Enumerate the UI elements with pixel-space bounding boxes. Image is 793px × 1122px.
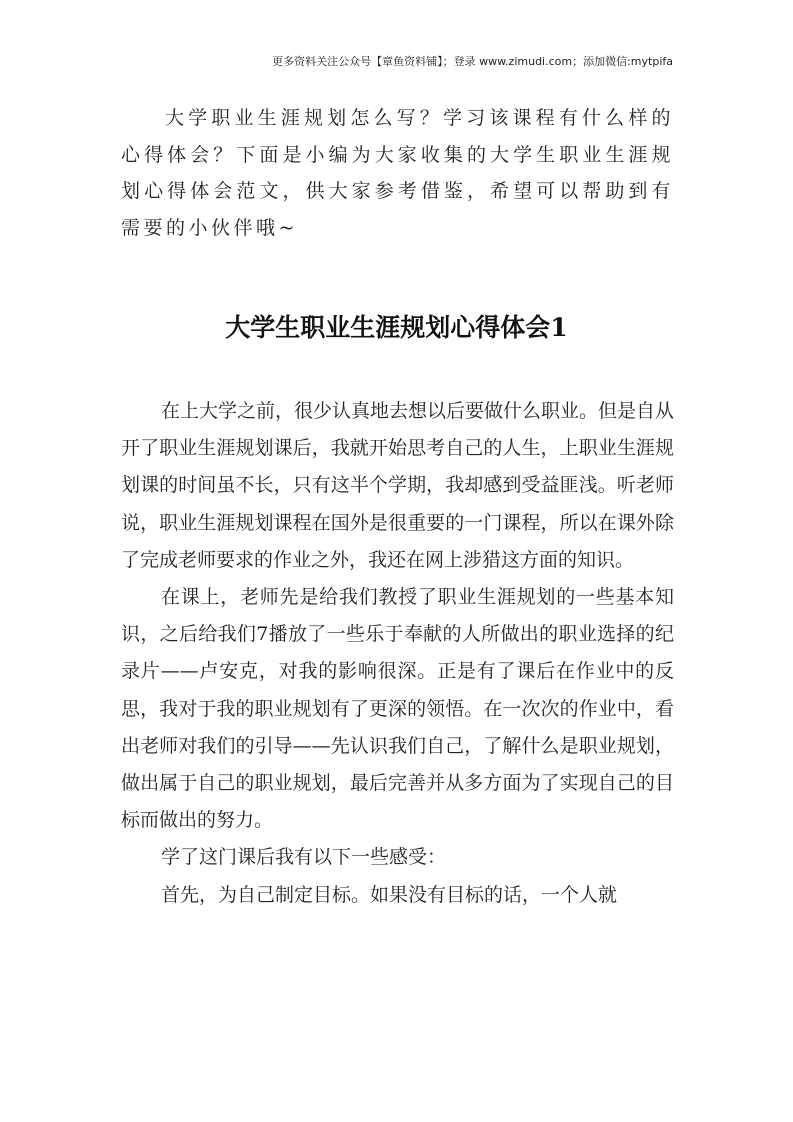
body-paragraph: 在课上，老师先是给我们教授了职业生涯规划的一些基本知识，之后给我们7播放了一些乐于奉献的人所做出的职业选择的纪录片——卢安克，对我的影响很深。正是有了课后在作业中的反思，我对于我的职业规划有了更深的领悟。在一次次的作业中，看出老师对我们的引导——先认识我们自己，了解什么是职业规划，做出属于自己的职业规划，最后完善并从多方面为了实现自己的目标而做出的努力。 xyxy=(121,586,674,832)
body-paragraph: 学了这门课后我有以下一些感受： xyxy=(161,846,447,869)
body-paragraph: 首先，为自己制定目标。如果没有目标的话，一个人就 xyxy=(161,883,618,906)
article-body xyxy=(121,393,674,914)
page-header-note: 更多资料关注公众号【章鱼资料铺】；登录 www.zimudi.com；添加微信:mytpifa xyxy=(272,55,673,68)
article-title: 大学生职业生涯规划心得体会1 xyxy=(225,313,568,342)
intro-paragraph: 大学职业生涯规划怎么写？学习该课程有什么样的心得体会？下面是小编为大家收集的大学生职业生涯规划心得体会范文，供大家参考借鉴，希望可以帮助到有需要的小伙伴哦~ xyxy=(121,107,674,239)
body-paragraph: 在上大学之前，很少认真地去想以后要做什么职业。但是自从开了职业生涯规划课后，我就开始思考自己的人生，上职业生涯规划课的时间虽不长，只有这半个学期，我却感到受益匪浅。听老师说，职业生涯规划课程在国外是很重要的一门课程，所以在课外除了完成老师要求的作业之外，我还在网上涉猎这方面的知识。 xyxy=(121,400,675,571)
